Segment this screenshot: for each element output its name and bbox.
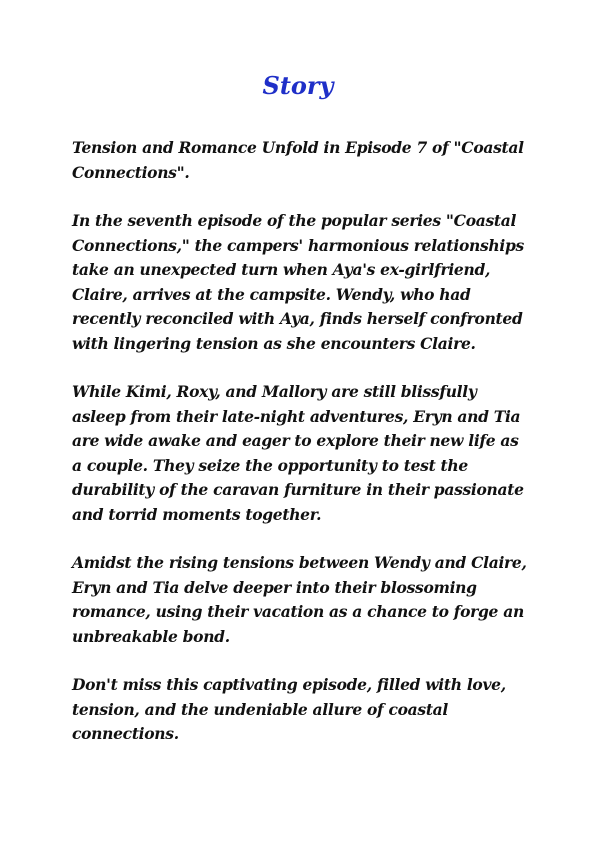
story-paragraph-4: Don't miss this captivating episode, filled with love, tension, and the undeniable allure of coastal connections. xyxy=(72,675,506,743)
story-paragraph-3: Amidst the rising tensions between Wendy and Claire, Eryn and Tia delve deeper into their blossoming romance, using their vacation as a chance to forge an unbreakable bond. xyxy=(72,553,527,646)
story-paragraph-2: While Kimi, Roxy, and Mallory are still blissfully asleep from their late-night adventures, Eryn and Tia are wide awake and eager to explore their new life as a couple. They seize the opportunity to test the durability of the caravan furniture in their passionate and torrid moments together. xyxy=(72,382,524,524)
headline-paragraph: Tension and Romance Unfold in Episode 7 of "Coastal Connections". xyxy=(72,138,524,182)
story-paragraph-1: In the seventh episode of the popular series "Coastal Connections," the campers' harmonious relationships take an unexpected turn when Aya's ex-girlfriend, Claire, arrives at the campsite. Wendy, who had recently reconciled with Aya, finds herself confronted with lingering tension as she encounters Claire. xyxy=(72,211,524,353)
page-title: Story xyxy=(262,71,334,100)
story-body xyxy=(72,136,528,771)
